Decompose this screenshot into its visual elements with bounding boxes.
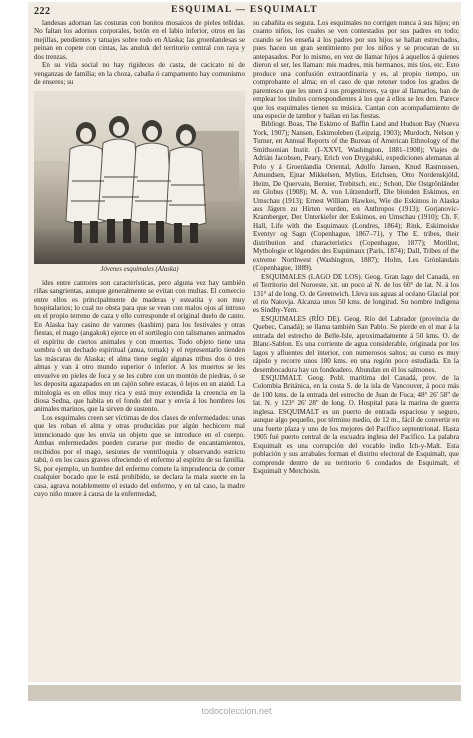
running-head: ESQUIMAL — ESQUIMALT [171,5,318,15]
paragraph-clothing: landesas adornan las costuras con bonitos mosaicos de pieles teñidas. No faltan los adornos corporales, botón en el labio inferior, otros en las mejillas, pendientes y tatuajes sobre todo en Alaska; las groenlandesas se peinan en copete con cintas, las anuluk del territorio central con raya y dos trenzas. [34,19,245,61]
bibliography: Bibliogr. Boas, The Eskimo of Baffin Land and Hudson Bay (Nueva York, 1907); Nansen, Eskimoleben (Leipzig, 1903); Murdoch, Nelson y Turner, en Annual Reports of the Bureau of American Ethnology of the Smithsonian Instit. (I–XXVI, Washington, 1881–1908); Viajes de Adrián Jacobsen, Peary, Erich von Drygalski, expediciones alemanas al Polo y á Groenlandia Oriental, Adolfo Jansen, Knud Rasmussen, Amundsen, Ejnar Mikkelsen, Mylius, Erichsen, Otto Nordenskjöld, Heim, De Quervain, Bernier, Trebitsch, etc.; Schott, Die Ostgrönländer en Globus (1908); M. A. von Lützendorff, Die blonden Eskimos, en Umschau (1913); Ernest William Hawkes, Wie die Eskimos in Alaska aus Jägern zu Hirten wurden, en Anthropos (1913); Gorjanovic-Kramberger, Der Unterkiefer der Eskimos, en Umschau (1910); Ch. F. Hall, Life with the Esquimaux (Londres, 1864); Rink, Eskimoiske Eventyr og Sagn (Copenhague, 1867–71), y The E. tribes, their distribution and characteristics (Copenhague, 1877); Morillot, Mythologie et légendes des Esquimaux (París, 1874); Dall, Tribes of the extreme Northwest (Washington, 1887); Holm, Les Grönlandais (Copenhague, 1889). [253,120,459,273]
paragraph-family: su cabañita es segura. Los esquimales no corrigen nunca á sus hijos; en cuanto niños, los cuales se ven contestados por sus padres en todo; cuando se les enseña á los padres por sus hijos se hallan estrechados, pues hacen un gran sentimiento por los niños y se procuran de su antepasados. Por lo mismo, en vez de llamar hijos á aquellos á quienes dieron el ser, les llaman: mis madres, mis hermanos, mis tíos, etc. Esto produce una confusión extraordinaria y es, al propio tiempo, un comprobante el alma; en el caso de que retener todos los grados de parentesco que les unen á sus progenitores, ya que al llamarlos, han de emplear los títulos correspondientes á los que á ellos se les den. Parece que los esquimales tienen su música. Cantan con acompañamiento de una especie de tambor y bailan en las fiestas. [253,19,459,120]
figure-caption: Jóvenes esquimales (Alaska) [100,265,179,273]
entry-rio-esquimales: ESQUIMALES (RÍO DE). Geog. Río del Labrador (provincia de Quebec, Canadá); se llama también San Pablo. Se pierde en el mar á la entrada del estrecho de Belle-Isle, aproximadamente á 50 kms. O. de Blanc-Sablon. Es una corriente de agua considerable, originada por los lagos y afluentes del interior, con numerosos saltos; su curso es muy rápido y recorre unos 180 kms. en una región poco estudiada. En la desembocadura hay un fondeadero. Abundan en él los salmones. [253,314,459,374]
paragraph-customs: ídes entre cantores son características, pero alguna vez hay también riñas sangrientas, aunque generalmente se evitan con multas. El comercio entre ellos es principalmente de maderas y esteatita y son muy hospitalarios; lo cual no obsta para que se vean con malos ojos al intruso en el propio terreno de caza y ello corresponde el original duelo de canto. En Alaska hay casino de varones (kashim) para los festivales y otras fiestas, el mago (angakok) ejerce en el sortilegio con talismanes animados el espíritu de ciertos animales y con muertos. Todo objeto tiene una sombra ó un dechado espiritual (anua, tornak) y el representarlo tienden las máscaras de Alaska; el alma tiene según algunas tribus dos ó tres almas y van á otro mundo superior ó inferior. A los muertos se les envuelve en pieles de foca y se les cubre con un montón de piedras, ó se les deposita agazapados en un cajón sobre estacas, ó lejos en un ataúd. La mitología es en ellos muy rica y está muy extendida la creencia en la diosa Sedna, que habita en el fondo del mar y envía á los hombres los animales marinos, que la sirven de sustento. [34,278,245,414]
paragraph-social-life: En su vida social no hay rigideces de casta, de cacicato ni de venganzas de familia; en la choza, cabaña ó campamento hay comunismo de enseres; su [34,61,245,87]
page-number: 222 [34,6,51,17]
watermark: todocoleccion.net [201,706,272,716]
paragraph-illness: Los esquimales creen ser víctimas de dos clases de enfermedades: unas que les roban el alma y otras producidas por algún hechicero mal intencionado que les envía un objeto que se introduce en el cuerpo. Ambas enfermedades pueden curarse por medio de encantamientos, recibidos por el mago, sesiones de ventriloquía y observando estricto tabú, ó en los casos graves ofreciendo el enfermo al espíritu de su familia. Si, por ejemplo, un hombre del enfermo comete la imprudencia de comer cualquier bocado que le está prohibido, se declara la mala suerte en la casa, agrava notablemente el estado del enfermo, y en tal caso, la madre cuyo niño muere á causa de la enfermedad, [34,413,245,498]
photograph [34,91,245,264]
entry-lago-esquimales: ESQUIMALES (LAGO DE LOS). Geog. Gran lago del Canadá, en el Territorio del Noroeste, sit. un poco al N. de los 60° de lat. N. á los 131° al de long. O. de Greenwich. Lleva sus aguas al océano Glacial por el río Natovja. Alcanza unos 50 kms. de longitud. Su nombre indígena es Sindhy-Yem. [253,272,459,315]
entry-esquimalt: ESQUIMALT. Geog. Pobl. marítima del Canadá, prov. de la Colombia Británica, en la costa S. de la isla de Vancouver, á poco más de 100 kms. de la entrada del estrecho de Juan de Fuca; 48° 26' 58" de lat. N. y 123° 26' 28" de long. O. Hospital para la marina de guerra inglesa. ESQUIMALT es un puerto de entrada espacioso y seguro, aunque algo pequeño, por término medio, de 12 m., fácil de convertir en una fuerte plaza y uno de los mejores del Pacífico septentrional. Hasta 1905 fué puerto central de la escuadra inglesa del Pacífico. La palabra Esquimalt es una corrupción del vocablo indio Ich-y-Malt. Esta población y sus arrabales forman el distrito electoral de Esquimalt, que comprende dentro de su territorio 6 condados de Esquimalt, el Esquimalt y Metchosin. [253,374,459,476]
figure [34,91,245,276]
figures-illustration [34,91,245,264]
left-column [34,19,245,498]
encyclopedia-page [28,2,461,682]
right-column [253,19,459,475]
scan-strip [28,685,461,701]
